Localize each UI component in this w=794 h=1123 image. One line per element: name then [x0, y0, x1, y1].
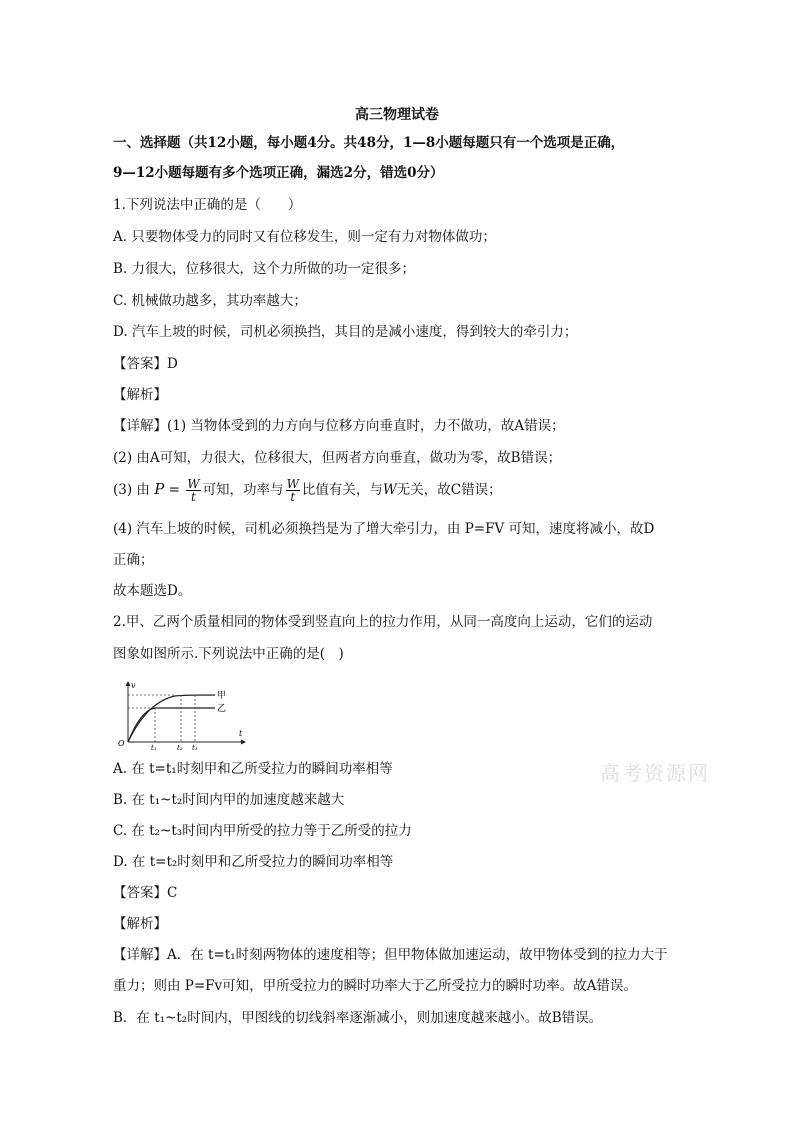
- q2-analysis-label: 【解析】: [113, 916, 167, 932]
- q2-option-c: C. 在 t₂~t₃时间内甲所受的拉力等于乙所受的拉力: [113, 823, 412, 839]
- q1-option-a: A. 只要物体受力的同时又有位移发生，则一定有力对物体做功；: [113, 229, 496, 245]
- q1-detail-4a: (4) 汽车上坡的时候，司机必须换挡是为了增大牵引力，由 P=FV 可知，速度将减小，故D: [113, 521, 655, 537]
- section-header-line-1: 一、选择题（共12小题，每小题4分。共48分，1—8小题每题只有一个选项是正确，: [113, 135, 625, 151]
- q2-answer: 【答案】C: [113, 885, 178, 901]
- q1-detail-2: (2) 由A可知，力很大，位移很大，但两者方向垂直，做功为零，故B错误；: [113, 450, 562, 466]
- q2-detail-2: 重力；则由 P=Fv可知，甲所受拉力的瞬时功率大于乙所受拉力的瞬时功率。故A错误。: [113, 978, 637, 994]
- q1-option-d: D. 汽车上坡的时候，司机必须换挡，其目的是减小速度，得到较大的牵引力；: [113, 324, 578, 340]
- q1-detail-3: [113, 476, 502, 503]
- q1-detail-4b: 正确；: [113, 552, 154, 568]
- jia-label: 甲: [217, 691, 227, 701]
- fraction-denominator: t: [290, 490, 296, 504]
- q1-analysis-label: 【解析】: [113, 387, 167, 403]
- q2-detail-3: B．在 t₁~t₂时间内，甲图线的切线斜率逐渐减小，则加速度越来越小。故B错误。: [113, 1010, 603, 1026]
- q1-stem: 1.下列说法中正确的是（ ）: [113, 197, 302, 213]
- q2-option-b: B. 在 t₁~t₂时间内甲的加速度越来越大: [113, 792, 345, 808]
- q1-detail-3-middle-2: 比值有关，与: [301, 482, 383, 498]
- formula-fraction-w-over-t: [186, 478, 200, 503]
- t1-tick-label: t₁: [151, 744, 157, 752]
- q1-conclusion: 故本题选D。: [113, 583, 192, 599]
- q1-detail-3-middle: 可知，功率与: [202, 482, 284, 498]
- ratio-fraction-w-over-t: [286, 478, 300, 503]
- q1-answer: 【答案】D: [113, 356, 178, 372]
- curve-yi: [128, 708, 215, 742]
- q1-option-c: C. 机械做功越多，其功率越大；: [113, 293, 307, 309]
- fraction-denominator: t: [190, 490, 196, 504]
- fraction-numerator: W: [286, 477, 299, 491]
- velocity-time-graph: [117, 680, 247, 752]
- v-axis-arrow-icon: [126, 681, 131, 686]
- origin-label: O: [118, 739, 125, 748]
- section-header-line-2: 9—12小题每题有多个选项正确，漏选2分，错选0分）: [113, 165, 444, 181]
- t-axis-label: t: [239, 729, 243, 738]
- q2-stem-line-1: 2.甲、乙两个质量相同的物体受到竖直向上的拉力作用，从同一高度向上运动，它们的运动: [113, 614, 653, 630]
- q1-detail-3-prefix: (3) 由: [113, 482, 150, 498]
- yi-label: 乙: [217, 704, 227, 714]
- page-title: 高三物理试卷: [355, 107, 439, 123]
- v-axis-label: v: [131, 681, 136, 690]
- formula-equals: =: [164, 482, 185, 498]
- q2-option-d: D. 在 t=t₂时刻甲和乙所受拉力的瞬间功率相等: [113, 854, 394, 870]
- q2-option-a: A. 在 t=t₁时刻甲和乙所受拉力的瞬间功率相等: [113, 761, 393, 777]
- work-symbol: W: [382, 482, 397, 498]
- q1-detail-3-end: 无关，故C错误；: [396, 482, 502, 498]
- watermark: 高考资源网: [600, 761, 710, 785]
- q1-detail-1: 【详解】(1) 当物体受到的力方向与位移方向垂直时，力不做功，故A错误；: [113, 418, 565, 434]
- t2-tick-label: t₂: [177, 744, 183, 752]
- q2-stem-line-2: 图象如图所示.下列说法中正确的是( ): [113, 646, 344, 662]
- q2-detail-1: 【详解】A．在 t=t₁时刻两物体的速度相等；但甲物体做加速运动，故甲物体受到的拉力大于: [113, 947, 668, 963]
- t3-tick-label: t₃: [192, 744, 198, 752]
- t-axis-arrow-icon: [241, 740, 246, 745]
- q1-option-b: B. 力很大，位移很大，这个力所做的功一定很多；: [113, 261, 416, 277]
- fraction-numerator: W: [187, 477, 200, 491]
- formula-power-symbol: P: [154, 480, 165, 498]
